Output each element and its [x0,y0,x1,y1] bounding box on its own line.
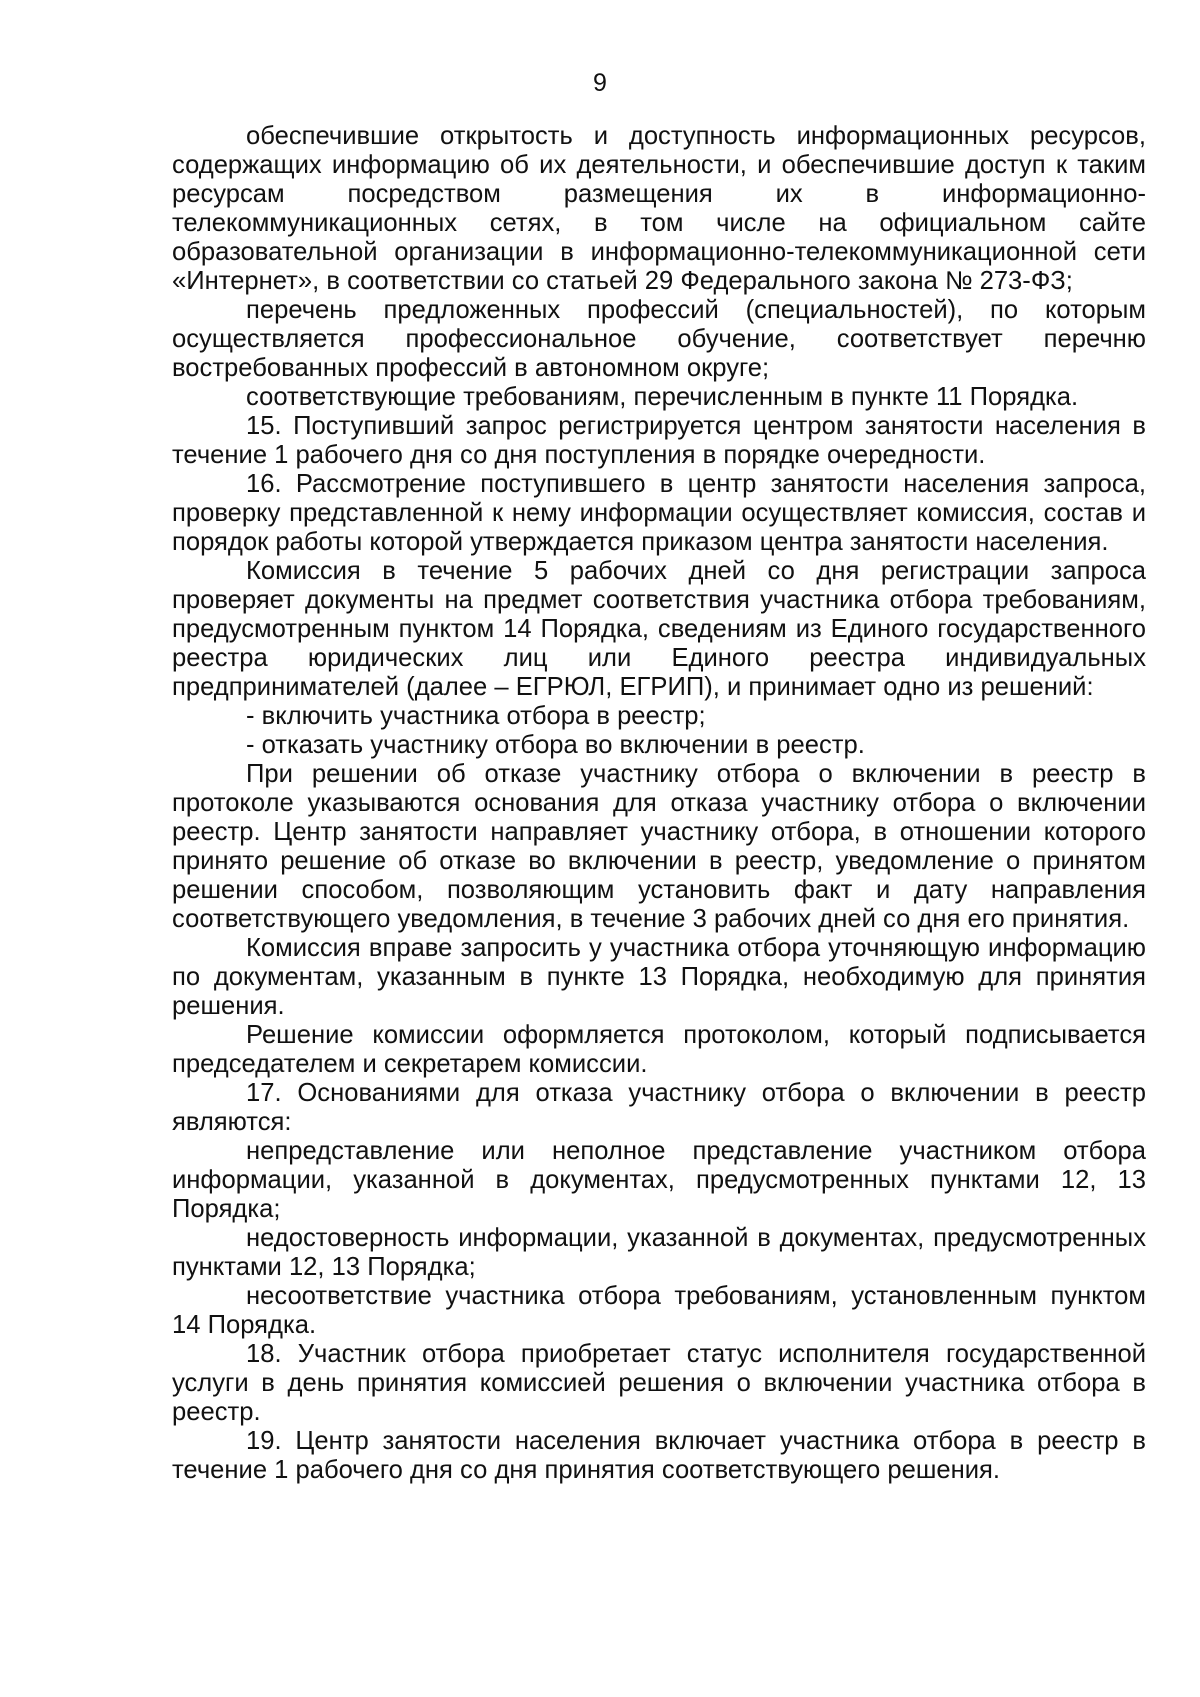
paragraph-refusal-notice: При решении об отказе участнику отбора о включении в реестр в протоколе указываются основания для отказа участнику отбора о включении реестр. Центр занятости направляет участнику отбора, в отношении которого принято решение об отказе во включении в реестр, уведомление о принятом решении способом, позволяющим установить факт и дату направления соответствующего уведомления, в течение 3 рабочих дней со дня его принятия. [172,760,1146,933]
paragraph-commission-protocol: Решение комиссии оформляется протоколом, который подписывается председателем и секретарем комиссии. [172,1021,1146,1078]
paragraph-clarifying-request: Комиссия вправе запросить у участника отбора уточняющую информацию по документам, указанным в пункте 13 Порядка, необходимую для принятия решения. [172,934,1146,1020]
paragraph-item-18: 18. Участник отбора приобретает статус исполнителя государственной услуги в день принятия комиссией решения о включении участника отбора в реестр. [172,1340,1146,1426]
document-body [172,122,1146,1485]
paragraph-item-17: 17. Основаниями для отказа участнику отбора о включении в реестр являются: [172,1079,1146,1136]
page-number: 9 [593,69,607,97]
paragraph-requirements-item-11: соответствующие требованиям, перечисленным в пункте 11 Порядка. [246,383,1079,411]
paragraph-item-16: 16. Рассмотрение поступившего в центр занятости населения запроса, проверку представленной к нему информации осуществляет комиссия, состав и порядок работы которой утверждается приказом центра занятости населения. [172,470,1146,556]
paragraph-refusal-ground-2: недостоверность информации, указанной в документах, предусмотренных пунктами 12, 13 Порядка; [172,1224,1146,1281]
paragraph-refusal-ground-3: несоответствие участника отбора требованиям, установленным пунктом 14 Порядка. [172,1282,1146,1339]
paragraph-item-19: 19. Центр занятости населения включает участника отбора в реестр в течение 1 рабочего дня со дня принятия соответствующего решения. [172,1427,1146,1484]
paragraph-decision-refuse: - отказать участнику отбора во включении в реестр. [246,731,865,759]
paragraph-refusal-ground-1: непредставление или неполное представление участником отбора информации, указанной в документах, предусмотренных пунктами 12, 13 Порядка; [172,1137,1146,1223]
paragraph-commission-review: Комиссия в течение 5 рабочих дней со дня регистрации запроса проверяет документы на предмет соответствия участника отбора требованиям, предусмотренным пунктом 14 Порядка, сведениям из Единого государственного реестра юридических лиц или Единого реестра индивидуальных предпринимателей (далее – ЕГРЮЛ, ЕГРИП), и принимает одно из решений: [172,557,1146,701]
paragraph-resources-access: обеспечившие открытость и доступность информационных ресурсов, содержащих информацию об их деятельности, и обеспечившие доступ к таким ресурсам посредством размещения их в информационно-телекоммуникационных сетях, в том числе на официальном сайте образовательной организации в информационно-телекоммуникационной сети «Интернет», в соответствии со статьей 29 Федерального закона № 273-ФЗ; [172,122,1146,295]
paragraph-decision-include: - включить участника отбора в реестр; [246,702,706,730]
paragraph-professions-list: перечень предложенных профессий (специальностей), по которым осуществляется профессиональное обучение, соответствует перечню востребованных профессий в автономном округе; [172,296,1146,382]
paragraph-item-15: 15. Поступивший запрос регистрируется центром занятости населения в течение 1 рабочего дня со дня поступления в порядке очередности. [172,412,1146,469]
